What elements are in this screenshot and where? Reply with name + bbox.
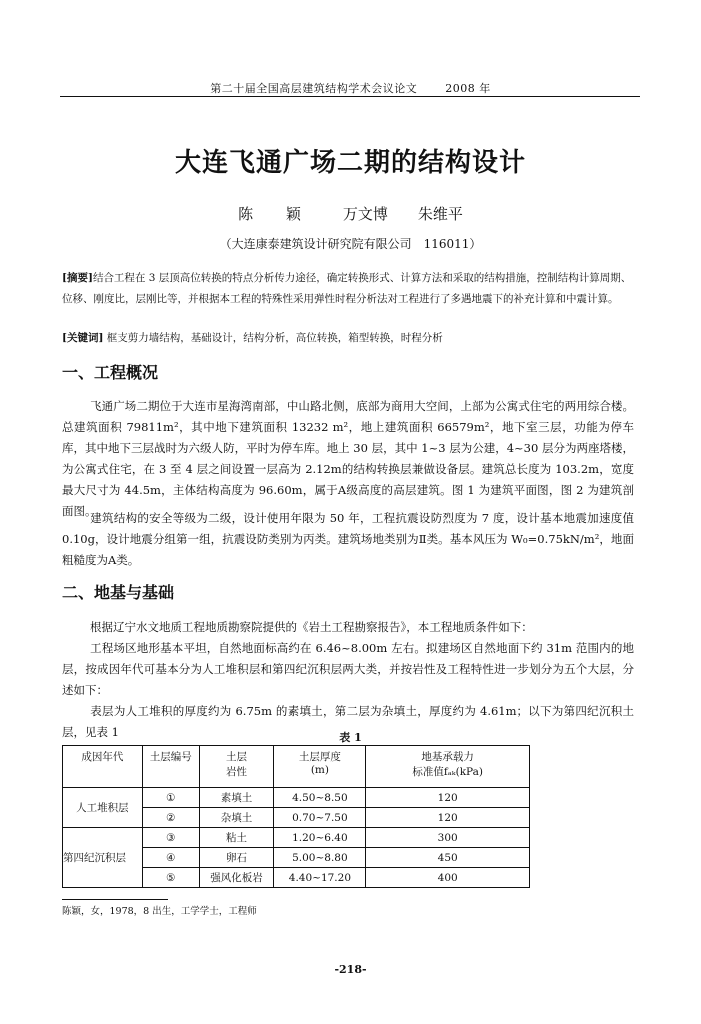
footnote-rule	[62, 899, 168, 900]
era-cell: 人工堆积层	[63, 788, 143, 828]
thickness-cell: 4.50~8.50	[274, 788, 366, 808]
column-header: 土层编号	[142, 746, 199, 788]
capacity-cell: 120	[366, 788, 530, 808]
author-list	[0, 203, 701, 224]
table-row	[63, 828, 530, 848]
layer-id-cell: ⑤	[142, 868, 199, 888]
thickness-cell: 4.40~17.20	[274, 868, 366, 888]
layer-id-cell: ④	[142, 848, 199, 868]
thickness-cell: 5.00~8.80	[274, 848, 366, 868]
keywords-text: 框支剪力墙结构，基础设计，结构分析，高位转换，箱型转换，时程分析	[103, 332, 443, 344]
lithology-cell: 卵石	[199, 848, 274, 868]
paragraph-text: 建筑结构的安全等级为二级，设计使用年限为 50 年，工程抗震设防烈度为 7 度，设计基本地震加速度值 0.10g，设计地震分组第一组，抗震设防类别为丙类。建筑场地类别为Ⅱ类。基本风压为 W₀=0.75kN/m²，地面粗糙度为A类。	[62, 511, 634, 567]
capacity-cell: 300	[366, 828, 530, 848]
author: 朱维平	[417, 205, 463, 223]
paragraph-text: 表层为人工堆积的厚度约为 6.75m 的素填土，第二层为杂填土，厚度约为 4.61m；以下为第四纪沉积土层，见表 1	[62, 704, 634, 739]
author-footnote: 陈颖，女，1978，8 出生，工学学士，工程师	[62, 906, 257, 917]
soil-table	[62, 745, 530, 888]
capacity-cell: 120	[366, 808, 530, 828]
paragraph	[62, 396, 634, 522]
paragraph	[62, 617, 634, 638]
author: 陈 颖	[238, 205, 315, 223]
abstract-tag: [摘要]	[62, 272, 93, 284]
author: 万文博	[342, 205, 388, 223]
lithology-cell: 素填土	[199, 788, 274, 808]
column-header: 地基承载力 标准值fₐₖ(kPa)	[366, 746, 530, 788]
thickness-cell: 0.70~7.50	[274, 808, 366, 828]
paragraph	[62, 638, 634, 701]
running-header	[0, 80, 701, 96]
paragraph	[62, 508, 634, 571]
affiliation: （大连康泰建筑设计研究院有限公司 116011）	[219, 237, 482, 251]
paragraph-text: 工程场区地形基本平坦，自然地面标高约在 6.46~8.00m 左右。拟建场区自然地面下约 31m 范围内的地层，按成因年代可基本分为人工堆积层和第四纪沉积层两大类，并按岩性及工程特性进一步划分为五个大层，分述如下：	[62, 641, 634, 697]
era-cell: 第四纪沉积层	[63, 828, 143, 888]
lithology-cell: 杂填土	[199, 808, 274, 828]
section-heading: 二、地基与基础	[62, 583, 175, 602]
table-caption: 表 1	[339, 731, 362, 744]
keywords	[62, 331, 636, 345]
header-rule	[60, 96, 640, 97]
layer-id-cell: ②	[142, 808, 199, 828]
column-header: 土层厚度 (m)	[274, 746, 366, 788]
capacity-cell: 400	[366, 868, 530, 888]
page-number: -218-	[334, 963, 367, 976]
paragraph-text: 根据辽宁水文地质工程地质勘察院提供的《岩土工程勘察报告》，本工程地质条件如下：	[90, 620, 533, 634]
journal-year: 2008 年	[445, 82, 491, 95]
layer-id-cell: ③	[142, 828, 199, 848]
table-row	[63, 788, 530, 808]
section-heading: 一、工程概况	[62, 363, 159, 382]
column-header: 成因年代	[63, 746, 143, 788]
keywords-tag: [关键词]	[62, 332, 104, 344]
table-header-row	[63, 746, 530, 788]
lithology-cell: 强风化板岩	[199, 868, 274, 888]
paper-title: 大连飞通广场二期的结构设计	[174, 148, 526, 178]
abstract-text: 结合工程在 3 层顶高位转换的特点分析传力途径，确定转换形式、计算方法和采取的结构措施，控制结构计算周期、位移、刚度比，层刚比等，并根据本工程的特殊性采用弹性时程分析法对工程进行了多遇地震下的补充计算和中震计算。	[62, 272, 632, 305]
paragraph-text: 飞通广场二期位于大连市星海湾南部，中山路北侧，底部为商用大空间，上部为公寓式住宅的两用综合楼。总建筑面积 79811m²，其中地下建筑面积 13232 m²，地上建筑面积 66579m²，地下室三层，功能为停车库，其中地下三层战时为六级人防，平时为停车库。地上 30 层，其中 1~3 层为公建，4~30 层分为两座塔楼，为公寓式住宅，在 3 至 4 层之间设置一层高为 2.12m的结构转换层兼做设备层。建筑总长度为 103.2m，宽度最大尺寸为 44.5m，主体结构高度为 96.60m，属于A级高度的高层建筑。图 1 为建筑平面图，图 2 为建筑剖面图。	[62, 399, 634, 518]
abstract	[62, 268, 636, 310]
column-header: 土层 岩性	[199, 746, 274, 788]
journal-name: 第二十届全国高层建筑结构学术会议论文	[210, 82, 418, 95]
layer-id-cell: ①	[142, 788, 199, 808]
lithology-cell: 粘土	[199, 828, 274, 848]
capacity-cell: 450	[366, 848, 530, 868]
thickness-cell: 1.20~6.40	[274, 828, 366, 848]
